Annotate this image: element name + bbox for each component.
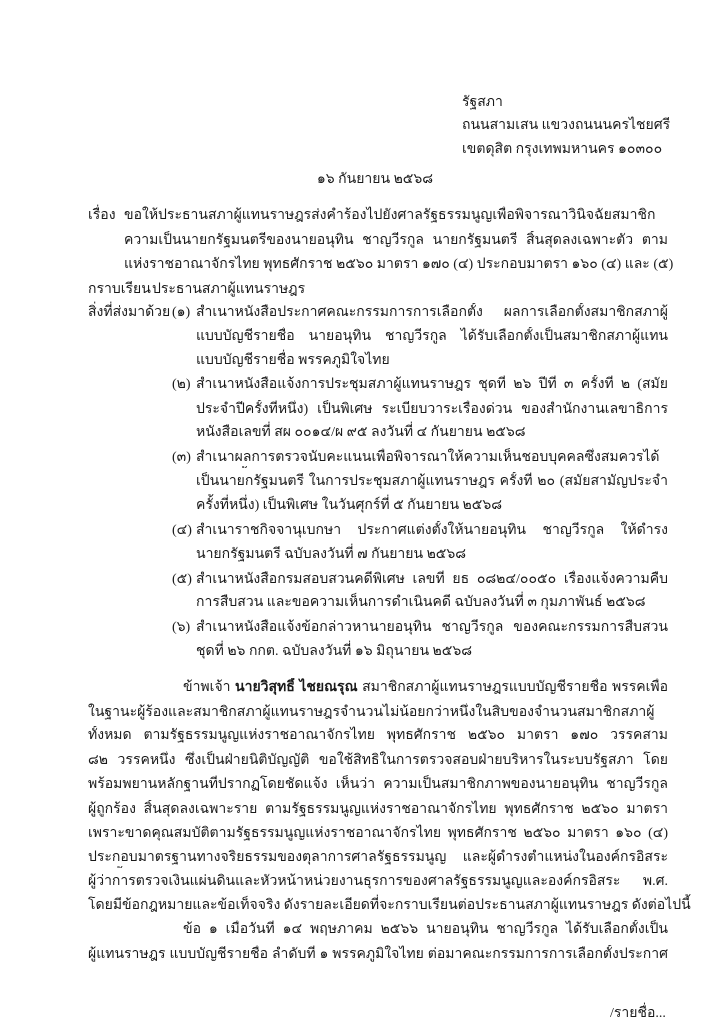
- enclosure-number: (๒): [172, 377, 191, 392]
- body-line: โดยมีข้อกฎหมายและข้อเท็จจริง ดังรายละเอียดที่จะกราบเรียนต่อประธานสภาผู้แทนราษฎร ดังต่อไปนี้: [88, 898, 691, 913]
- subject-label: เรื่อง: [88, 208, 116, 223]
- letter-date: ๑๖ กันยายน ๒๕๖๘: [316, 172, 434, 187]
- body-line: เพราะขาดคุณสมบัติตามรัฐธรรมนูญแห่งราชอาณาจักรไทย พุทธศักราช ๒๕๖๐ มาตรา ๑๖๐ (๔): [88, 826, 668, 841]
- subject-line: ความเป็นนายกรัฐมนตรีของนายอนุทิน ชาญวีรกูล นายกรัฐมนตรี สิ้นสุดลงเฉพาะตัว ตาม: [124, 233, 668, 248]
- enclosure-line: สำเนาผลการตรวจนับคะแนนเพื่อพิจารณาให้ความเห็นชอบบุคคลซึ่งสมควรได้: [196, 450, 660, 465]
- body-line: ผู้ว่าการตรวจเงินแผ่นดินและหัวหน้าหน่วยงานธุรการของศาลรัฐธรรมนูญและองค์กรอิสระ พ.ศ.: [88, 874, 668, 889]
- salutation-label: กราบเรียน: [88, 282, 151, 297]
- body-line: ประกอบมาตรฐานทางจริยธรรมของตุลาการศาลรัฐธรรมนูญ และผู้ดำรงตำแหน่งในองค์กรอิสระ: [88, 850, 668, 865]
- subject-line: ขอให้ประธานสภาผู้แทนราษฎรส่งคำร้องไปยังศาลรัฐธรรมนูญเพื่อพิจารณาวินิจฉัยสมาชิก: [124, 208, 656, 223]
- subject-line: แห่งราชอาณาจักรไทย พุทธศักราช ๒๕๖๐ มาตรา ๑๗๐ (๔) ประกอบมาตรา ๑๖๐ (๔) และ (๕): [124, 257, 674, 272]
- body-line: ผู้ถูกร้อง สิ้นสุดลงเฉพาะราย ตามรัฐธรรมนูญแห่งราชอาณาจักรไทย พุทธศักราช ๒๕๖๐ มาตรา: [88, 802, 668, 817]
- enclosure-line: สำเนาหนังสือกรมสอบสวนคดีพิเศษ เลขที่ ยธ ๐๘๒๔/๐๐๕๐ เรื่องแจ้งความคืบ: [196, 572, 668, 587]
- enclosure-line: ชุดที่ ๒๖ กกต. ฉบับลงวันที่ ๑๖ มิถุนายน ๒๕๖๘: [196, 644, 473, 659]
- body-line: ในฐานะผู้ร้องและสมาชิกสภาผู้แทนราษฎรจำนวนไม่น้อยกว่าหนึ่งในสิบของจำนวนสมาชิกสภาผู้: [88, 705, 655, 720]
- address-line: ถนนสามเสน แขวงถนนนครไชยศรี: [462, 118, 671, 133]
- body-line: ผู้แทนราษฎร แบบบัญชีรายชื่อ ลำดับที่ ๑ พรรคภูมิใจไทย ต่อมาคณะกรรมการการเลือกตั้งประกาศ: [88, 947, 668, 962]
- enclosure-number: (๖): [172, 620, 191, 635]
- body-line: ๘๒ วรรคหนึ่ง ซึ่งเป็นฝ่ายนิติบัญญัติ ขอใช้สิทธิในการตรวจสอบฝ่ายบริหารในระบบรัฐสภา โดย: [88, 753, 668, 768]
- enclosure-line: สำเนาหนังสือแจ้งข้อกล่าวหานายอนุทิน ชาญวีรกูล ของคณะกรรมการสืบสวน: [196, 620, 668, 635]
- enclosures-label: สิ่งที่ส่งมาด้วย: [88, 305, 171, 320]
- petitioner-name: นายวิสุทธิ์ ไชยณรุณ: [235, 680, 358, 695]
- salutation-recipient: ประธานสภาผู้แทนราษฎร: [152, 282, 306, 297]
- enclosure-number: (๕): [172, 572, 192, 587]
- body-line: พร้อมพยานหลักฐานที่ปรากฏโดยชัดแจ้ง เห็นว่า ความเป็นสมาชิกภาพของนายอนุทิน ชาญวีรกูล: [88, 777, 668, 792]
- body-line: ทั้งหมด ตามรัฐธรรมนูญแห่งราชอาณาจักรไทย พุทธศักราช ๒๕๖๐ มาตรา ๑๗๐ วรรคสาม: [88, 728, 668, 743]
- body-line: ข้อ ๑ เมื่อวันที่ ๑๔ พฤษภาคม ๒๕๖๖ นายอนุทิน ชาญวีรกูล ได้รับเลือกตั้งเป็น: [183, 922, 668, 937]
- enclosure-number: (๑): [172, 305, 191, 320]
- address-line: เขตดุสิต กรุงเทพมหานคร ๑๐๓๐๐: [462, 142, 663, 157]
- enclosure-line: แบบบัญชีรายชื่อ นายอนุทิน ชาญวีรกูล ได้รับเลือกตั้งเป็นสมาชิกสภาผู้แทน: [196, 329, 668, 344]
- enclosure-line: ประจำปีครั้งที่หนึ่ง) เป็นพิเศษ ระเบียบวาระเรื่องด่วน ของสำนักงานเลขาธิการ: [196, 402, 668, 417]
- continuation-marker: /รายชื่อ...: [610, 1006, 666, 1021]
- address-line: รัฐสภา: [462, 95, 503, 110]
- enclosure-line: เป็นนายกรัฐมนตรี ในการประชุมสภาผู้แทนราษฎร ครั้งที่ ๒๐ (สมัยสามัญประจำ: [196, 474, 668, 489]
- enclosure-number: (๓): [172, 450, 191, 465]
- enclosure-number: (๔): [172, 523, 192, 538]
- body-text: สมาชิกสภาผู้แทนราษฎรแบบบัญชีรายชื่อ พรรคเพื่อ: [362, 680, 668, 695]
- enclosure-line: สำเนาหนังสือประกาศคณะกรรมการการเลือกตั้ง ผลการเลือกตั้งสมาชิกสภาผู้: [196, 305, 668, 320]
- body-text: ข้าพเจ้า: [183, 680, 231, 695]
- enclosure-line: แบบบัญชีรายชื่อ พรรคภูมิใจไทย: [196, 353, 390, 368]
- enclosure-line: ครั้งที่หนึ่ง) เป็นพิเศษ ในวันศุกร์ที่ ๕ กันยายน ๒๕๖๘: [196, 498, 503, 513]
- body-first-line: [183, 678, 668, 698]
- enclosure-line: สำเนาหนังสือแจ้งการประชุมสภาผู้แทนราษฎร ชุดที่ ๒๖ ปีที่ ๓ ครั้งที่ ๒ (สมัย: [196, 377, 668, 392]
- enclosure-line: สำเนาราชกิจจานุเบกษา ประกาศแต่งตั้งให้นายอนุทิน ชาญวีรกูล ให้ดำรง: [196, 523, 668, 538]
- enclosure-line: การสืบสวน และขอความเห็นการดำเนินคดี ฉบับลงวันที่ ๓ กุมภาพันธ์ ๒๕๖๘: [196, 595, 646, 610]
- enclosure-line: นายกรัฐมนตรี ฉบับลงวันที่ ๗ กันยายน ๒๕๖๘: [196, 547, 467, 562]
- enclosure-line: หนังสือเลขที่ สผ ๐๐๑๔/ผ ๙๕ ลงวันที่ ๔ กันยายน ๒๕๖๘: [196, 425, 526, 440]
